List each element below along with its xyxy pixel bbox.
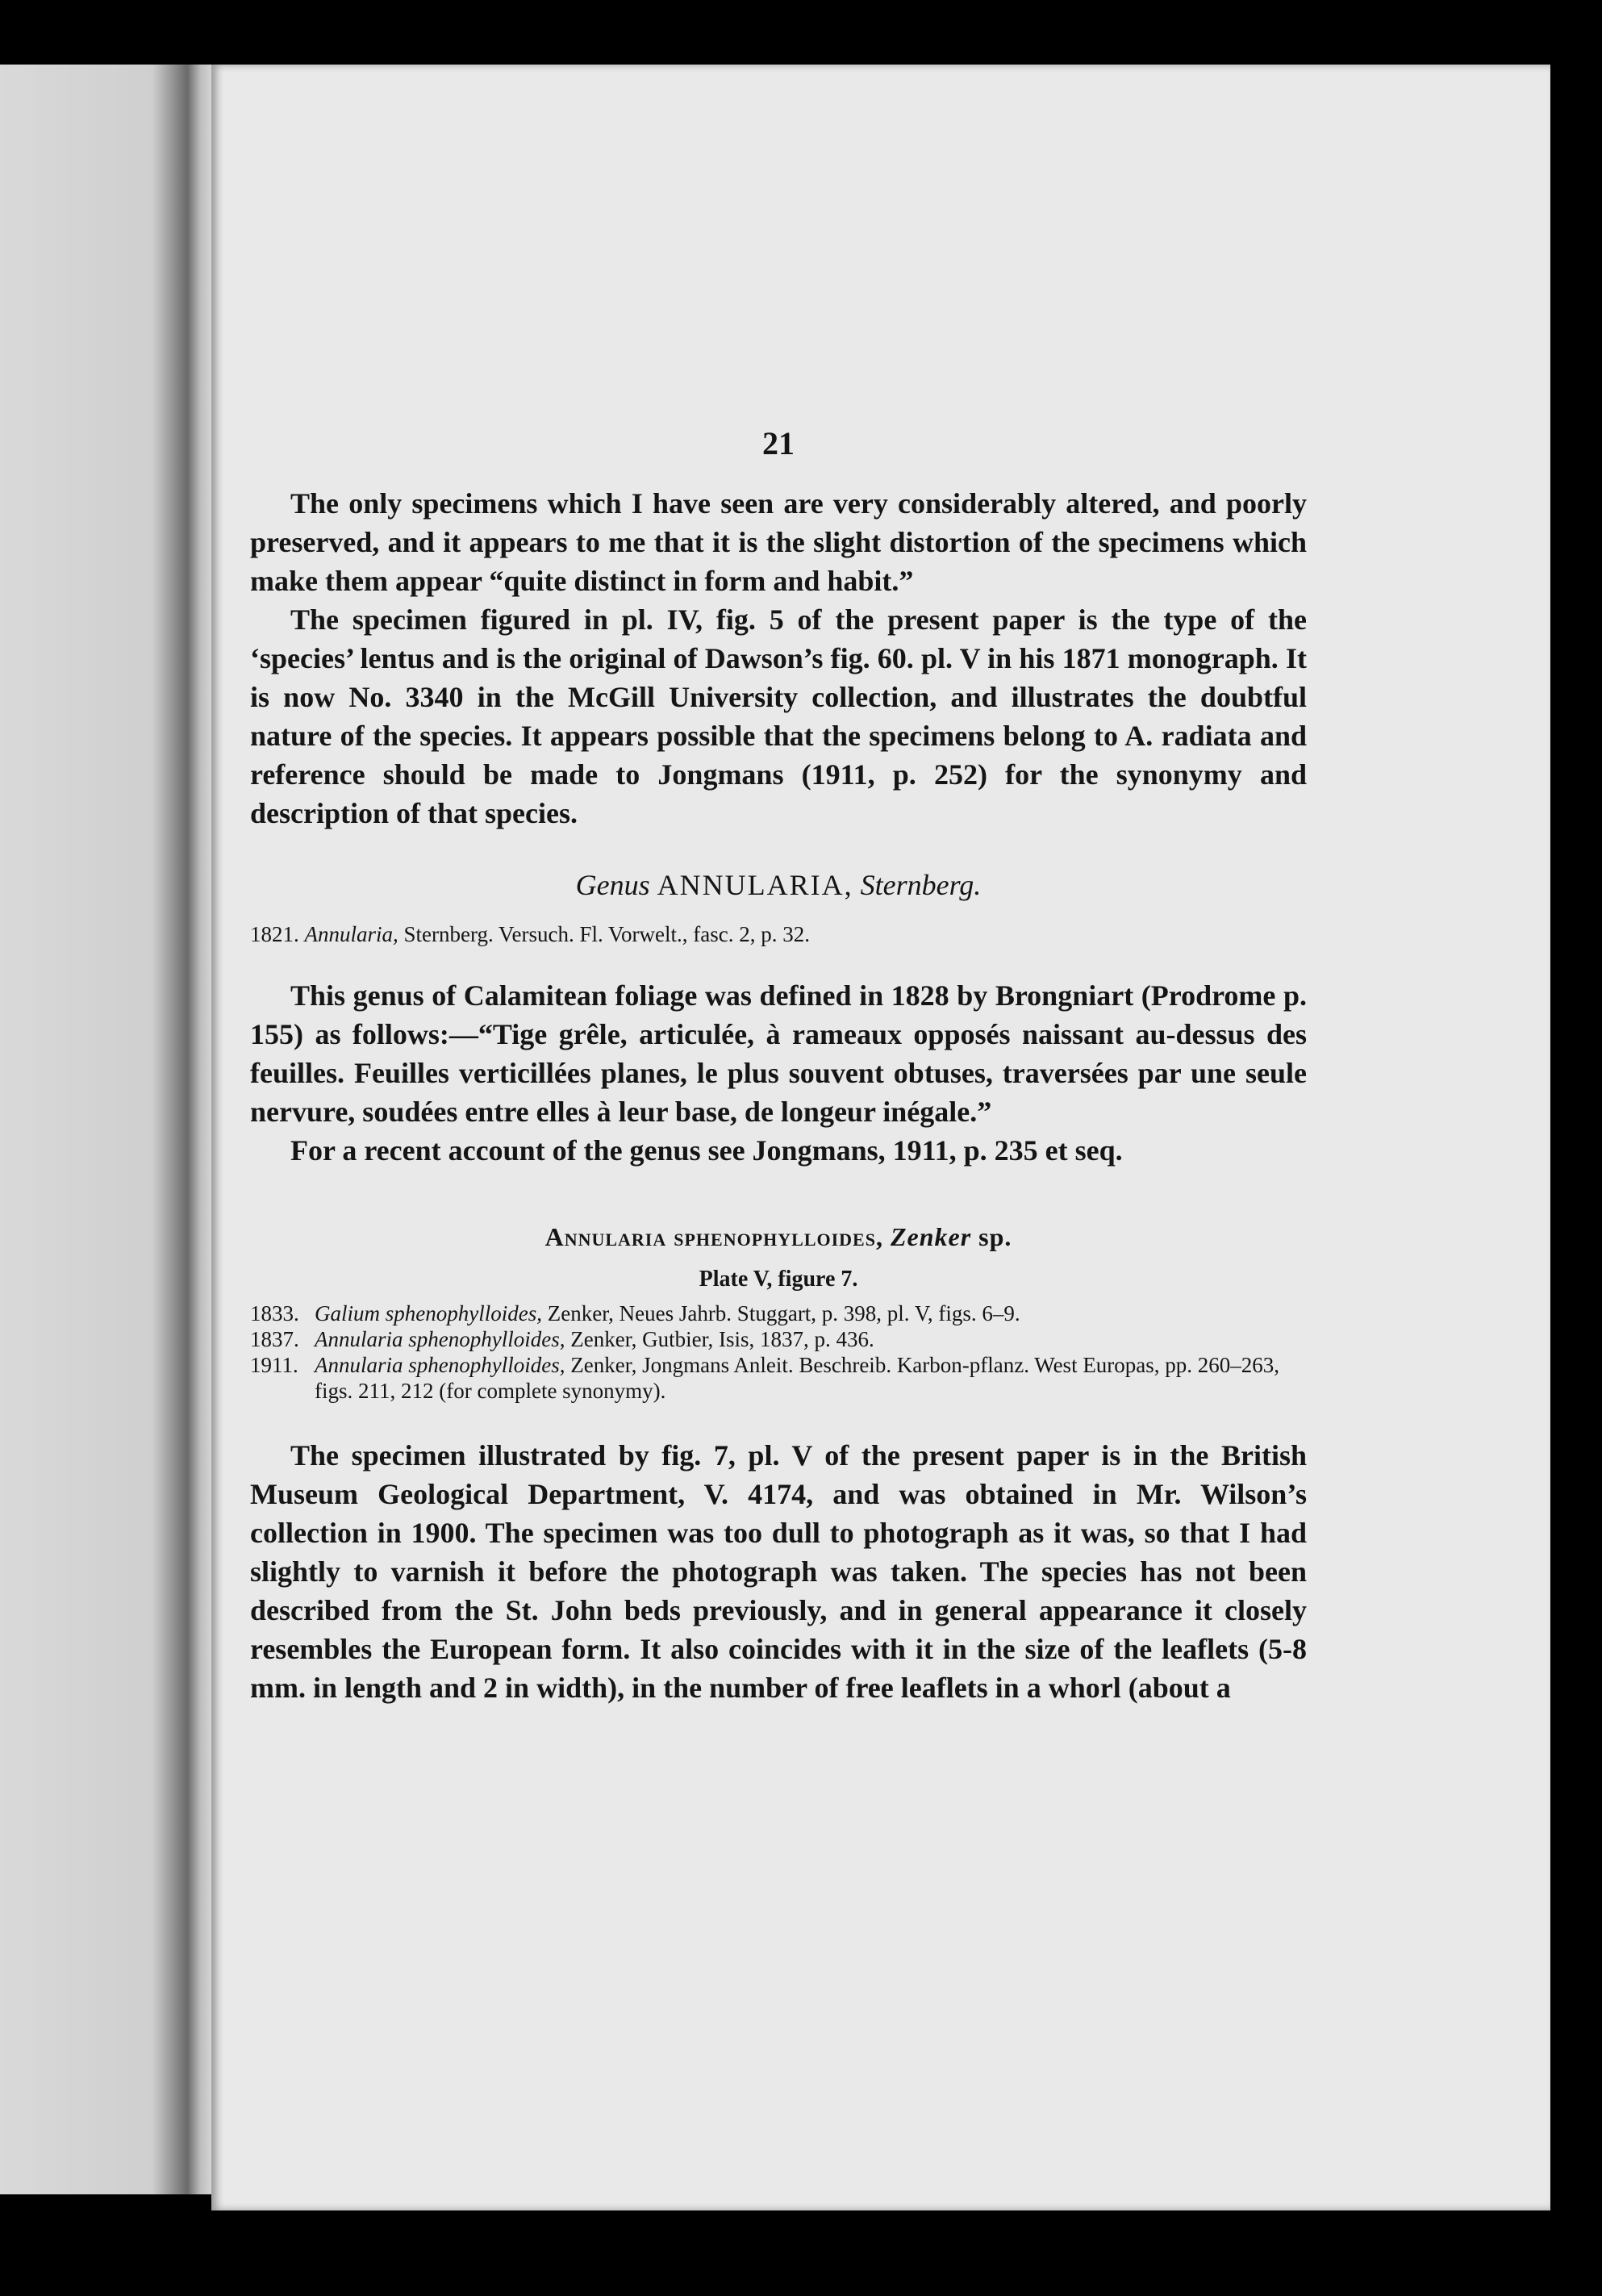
reference-year: 1821.: [250, 922, 299, 946]
reference-year: 1911.: [250, 1353, 298, 1377]
page-text: [250, 420, 1307, 1707]
paragraph: This genus of Calamitean foliage was defined in 1828 by Brongniart (Prodrome p. 155) as follows:—“Tige grêle, articulée, à rameaux opposés naissant au-dessus des feuilles. Feuilles verticillées planes, le plus souvent obtuses, traversées par une seule nervure, soudées entre elles à leur base, de longeur inégale.”: [250, 979, 1307, 1128]
reference-name: Annularia sphenophylloides,: [315, 1327, 565, 1351]
genus-reference: [250, 920, 1307, 949]
reference-text: Zenker, Jongmans Anleit. Beschreib. Karbon-pflanz. West Europas, pp. 260–263, figs. 211, 212 (for complete synonymy).: [315, 1353, 1280, 1403]
paragraph: For a recent account of the genus see Jongmans, 1911, p. 235 et seq.: [290, 1134, 1123, 1167]
genus-heading: [250, 865, 1307, 905]
species-author: Zenker: [890, 1222, 972, 1251]
species-references: [250, 1300, 1307, 1404]
species-name: Annularia sphenophylloides,: [544, 1222, 883, 1251]
reference-text: Zenker, Gutbier, Isis, 1837, p. 436.: [570, 1327, 874, 1351]
reference-year: 1837.: [250, 1327, 299, 1351]
species-reference: [250, 1352, 1307, 1404]
species-reference: [250, 1300, 1307, 1326]
genus-author: Sternberg.: [860, 869, 982, 901]
genus-prefix: Genus: [575, 869, 650, 901]
reference-name: Galium sphenophylloides,: [315, 1301, 542, 1325]
paragraph: The specimen illustrated by fig. 7, pl. V of the present paper is in the British Museum Geological Department, V. 4174, and was obtained in Mr. Wilson’s collection in 1900. The specimen was too dull to photograph as it was, so that I had slightly to varnish it before the photograph was taken. The species has not been described from the St. John beds previously, and in general appearance it closely resembles the European form. It also coincides with it in the size of the leaflets (5-8 mm. in length and 2 in width), in the number of free leaflets in a whorl (about a: [250, 1439, 1307, 1704]
species-reference: [250, 1326, 1307, 1352]
species-heading: [250, 1218, 1307, 1255]
paragraph: The only specimens which I have seen are very considerably altered, and poorly preserved, and it appears to me that it is the slight distortion of the specimens which make them appear “quite distinct in form and habit.”: [250, 487, 1307, 597]
reference-name: Annularia sphenophylloides,: [315, 1353, 565, 1377]
reference-text: Zenker, Neues Jahrb. Stuggart, p. 398, pl. V, figs. 6–9.: [547, 1301, 1020, 1325]
reference-year: 1833.: [250, 1301, 299, 1325]
genus-name: ANNULARIA,: [657, 869, 853, 901]
paragraph: The specimen figured in pl. IV, fig. 5 of the present paper is the type of the ‘species’ lentus and is the original of Dawson’s fig. 60. pl. V in his 1871 monograph. It is now No. 3340 in the McGill University collection, and illustrates the doubtful nature of the species. It appears possible that the specimens belong to A. radiata and reference should be made to Jongmans (1911, p. 252) for the synonymy and description of that species.: [250, 603, 1307, 829]
page-number: 21: [762, 425, 795, 461]
reference-name: Annularia,: [304, 922, 398, 946]
plate-label: Plate V, figure 7.: [699, 1267, 858, 1292]
species-suffix: sp.: [978, 1222, 1012, 1251]
book-gutter: [0, 65, 218, 2194]
reference-text: Sternberg. Versuch. Fl. Vorwelt., fasc. 2, p. 32.: [403, 922, 810, 946]
